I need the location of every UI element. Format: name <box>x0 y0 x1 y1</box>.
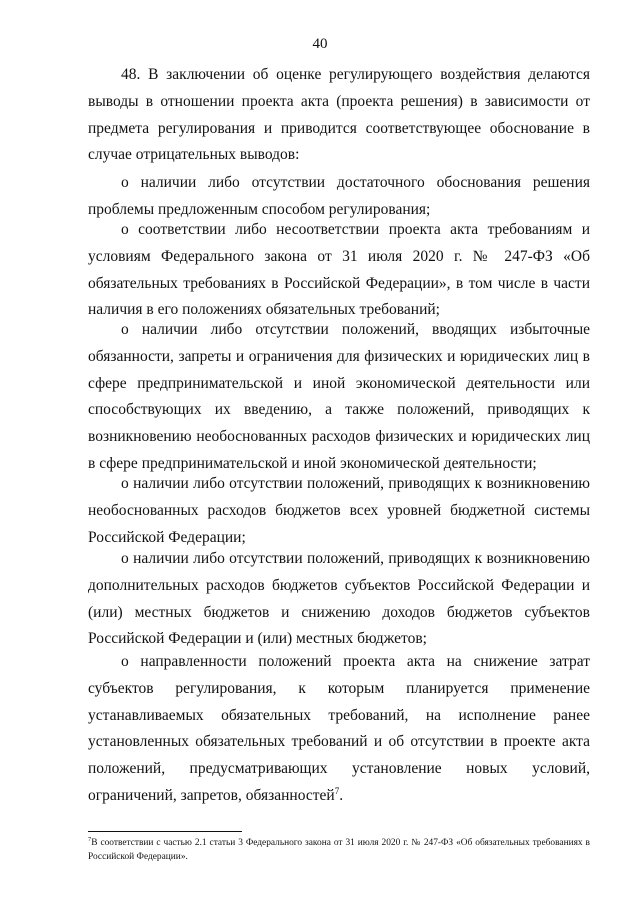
paragraph-cost-reduction-text: о направленности положений проекта акта на снижение затрат субъектов регулирования, к которым планируется применение устанавливаемых обязательных требований, на исполнение ранее установленных обязательных требований и об отсутствии в проекте акта положений, предусматривающих установление новых условий, ограничений, запретов, обязанностей <box>88 653 590 804</box>
page-number: 40 <box>312 36 328 52</box>
paragraph-regional-budgets: о наличии либо отсутствии положений, приводящих к возникновению дополнительных расходов бюджетов субъектов Российской Федерации и (или) местных бюджетов и снижению доходов бюджетов субъектов Российской Федерации и (или) местных бюджетов; <box>88 550 590 648</box>
footnote <box>88 837 590 864</box>
paragraph-justification: о наличии либо отсутствии достаточного обоснования решения проблемы предложенным способом регулирования; <box>88 174 590 218</box>
paragraph-cost-reduction: о направленности положений проекта акта на снижение затрат субъектов регулирования, к которым планируется применение устанавливаемых обязательных требований, на исполнение ранее установленных обязательных требований и об отсутствии в проекте акта положений, предусматривающих установление новых условий, ограничений, запретов, обязанностей$^7$. <box>88 653 590 804</box>
paragraph-48-intro: 48. В заключении об оценке регулирующего воздействия делаются выводы в отношении проекта акта (проекта решения) в зависимости от предмета регулирования и приводится соответствующее обоснование в случае отрицательных выводов: <box>88 66 590 164</box>
paragraph-compliance: о соответствии либо несоответствии проекта акта требованиям и условиям Федерального закона от 31 июля 2020 г. № 247-ФЗ «Об обязательных требованиях в Российской Федерации», в том числе в части наличия в его положениях обязательных требований; <box>88 221 590 319</box>
footnote-separator <box>88 831 242 832</box>
footnote-marker: 7 <box>88 835 92 843</box>
paragraph-budget-expenses: о наличии либо отсутствии положений, приводящих к возникновению необоснованных расходов бюджетов всех уровней бюджетной системы Российской Федерации; <box>88 475 590 546</box>
paragraph-excessive-obligations: о наличии либо отсутствии положений, вводящих избыточные обязанности, запреты и ограничения для физических и юридических лиц в сфере предпринимательской и иной экономической деятельности или способствующих их введению, а также положений, приводящих к возникновению необоснованных расходов физических и юридических лиц в сфере предпринимательской и иной экономической деятельности; <box>88 321 590 472</box>
footnote-reference: 7 <box>334 785 340 796</box>
footnote-text: В соответствии с частью 2.1 статьи 3 Федерального закона от 31 июля 2020 г. № 247-ФЗ «Об обязательных требованиях в Российской Федерации». <box>88 838 590 862</box>
